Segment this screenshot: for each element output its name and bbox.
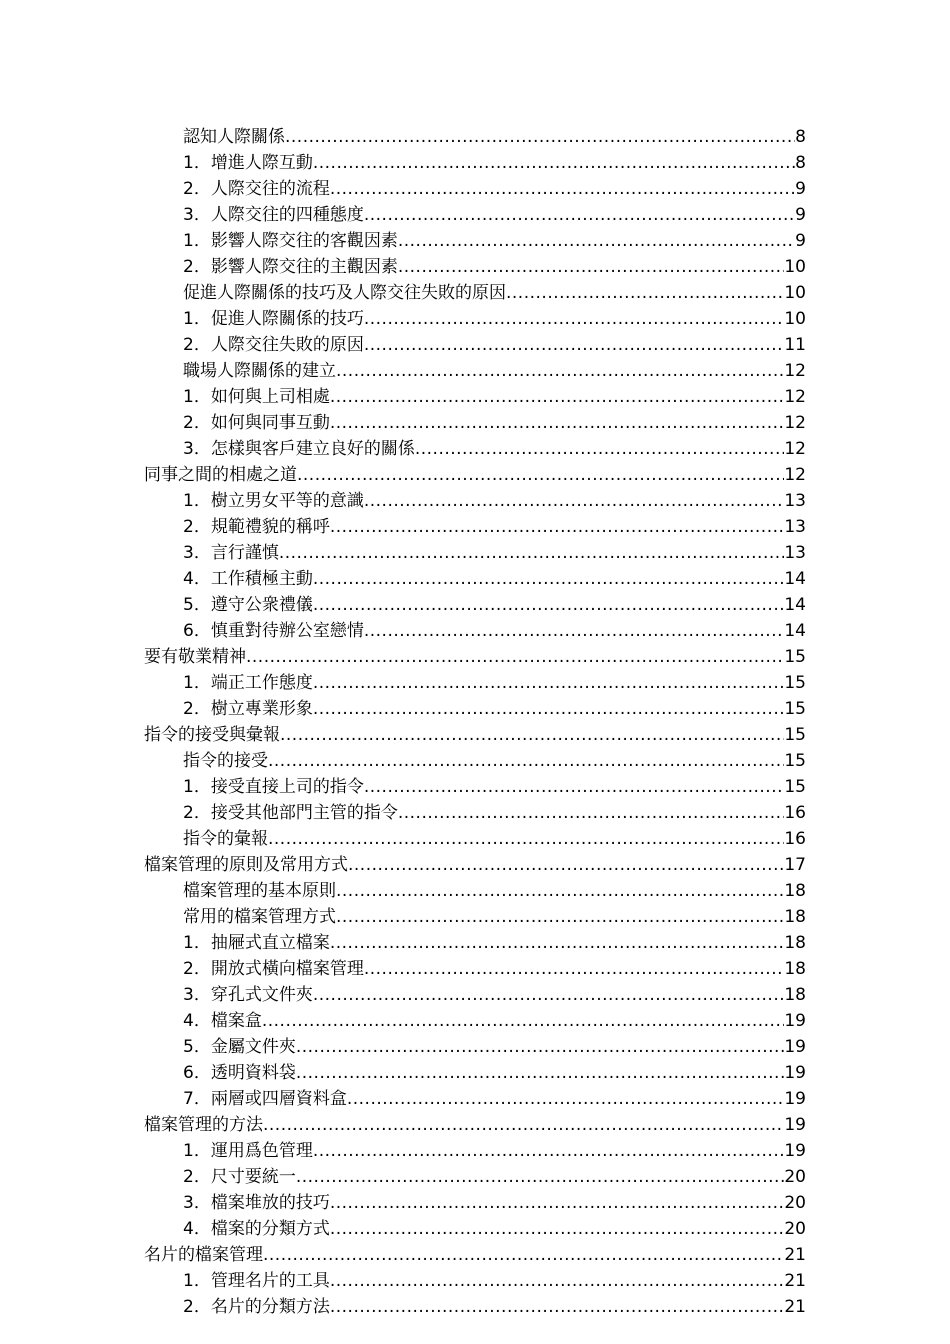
toc-entry[interactable] (0, 852, 806, 878)
toc-dot-leader (330, 410, 785, 436)
toc-entry-page-number: 11 (784, 335, 806, 355)
toc-entry-page-number: 12 (784, 387, 806, 407)
toc-entry-title: 要有敬業精神 (144, 647, 246, 667)
toc-entry[interactable] (0, 462, 806, 488)
toc-entry-title: 常用的檔案管理方式 (183, 907, 336, 927)
toc-dot-leader (313, 566, 785, 592)
toc-entry[interactable] (0, 124, 806, 150)
toc-entry[interactable] (0, 1242, 806, 1268)
toc-entry-page-number: 18 (784, 959, 806, 979)
toc-entry-page-number: 18 (784, 933, 806, 953)
toc-entry-page-number: 8 (795, 127, 806, 147)
toc-entry-title: 1．抽屜式直立檔案 (183, 933, 330, 953)
toc-dot-leader (506, 280, 784, 306)
toc-entry[interactable] (0, 1294, 806, 1320)
toc-entry-title: 2．名片的分類方法 (183, 1297, 330, 1317)
toc-entry[interactable] (0, 1060, 806, 1086)
toc-entry[interactable] (0, 228, 806, 254)
toc-dot-leader (330, 1190, 785, 1216)
toc-dot-leader (364, 332, 785, 358)
toc-entry[interactable] (0, 1216, 806, 1242)
toc-entry-page-number: 13 (784, 543, 806, 563)
toc-entry-page-number: 20 (784, 1219, 806, 1239)
toc-dot-leader (297, 462, 784, 488)
toc-dot-leader (296, 1034, 785, 1060)
toc-entry[interactable] (0, 982, 806, 1008)
toc-dot-leader (313, 670, 785, 696)
toc-entry[interactable] (0, 254, 806, 280)
toc-entry[interactable] (0, 410, 806, 436)
toc-entry[interactable] (0, 1190, 806, 1216)
toc-entry-title: 6．慎重對待辦公室戀情 (183, 621, 364, 641)
toc-entry-title: 1．促進人際關係的技巧 (183, 309, 364, 329)
toc-entry[interactable] (0, 176, 806, 202)
toc-dot-leader (348, 852, 784, 878)
toc-entry[interactable] (0, 1164, 806, 1190)
toc-entry-page-number: 10 (784, 283, 806, 303)
toc-entry[interactable] (0, 826, 806, 852)
toc-entry-title: 指令的彙報 (183, 829, 268, 849)
toc-entry-page-number: 13 (784, 491, 806, 511)
toc-entry-page-number: 18 (784, 907, 806, 927)
toc-dot-leader (296, 1060, 785, 1086)
toc-entry-title: 2．人際交往的流程 (183, 179, 330, 199)
toc-entry-title: 同事之間的相處之道 (144, 465, 297, 485)
toc-entry-page-number: 16 (784, 829, 806, 849)
toc-dot-leader (313, 150, 795, 176)
toc-entry[interactable] (0, 150, 806, 176)
toc-dot-leader (330, 176, 795, 202)
toc-dot-leader (364, 202, 795, 228)
toc-entry-title: 1．接受直接上司的指令 (183, 777, 364, 797)
toc-entry-page-number: 21 (784, 1297, 806, 1317)
toc-entry-title: 2．影響人際交往的主觀因素 (183, 257, 398, 277)
toc-dot-leader (364, 956, 785, 982)
toc-entry-title: 認知人際關係 (183, 127, 285, 147)
toc-entry-page-number: 9 (795, 231, 806, 251)
toc-dot-leader (336, 358, 784, 384)
toc-dot-leader (336, 878, 784, 904)
toc-dot-leader (398, 254, 785, 280)
toc-entry-title: 1．增進人際互動 (183, 153, 313, 173)
toc-entry-page-number: 12 (784, 413, 806, 433)
toc-entry-page-number: 12 (784, 465, 806, 485)
toc-dot-leader (336, 904, 784, 930)
toc-entry-page-number: 15 (784, 725, 806, 745)
toc-entry-title: 檔案管理的基本原則 (183, 881, 336, 901)
toc-entry-page-number: 19 (784, 1063, 806, 1083)
toc-entry-page-number: 14 (784, 595, 806, 615)
toc-entry-title: 4．檔案的分類方式 (183, 1219, 330, 1239)
table-of-contents (0, 124, 950, 1320)
toc-entry[interactable] (0, 878, 806, 904)
toc-dot-leader (415, 436, 785, 462)
toc-entry[interactable] (0, 332, 806, 358)
toc-dot-leader (364, 774, 785, 800)
toc-entry[interactable] (0, 566, 806, 592)
toc-entry[interactable] (0, 280, 806, 306)
toc-dot-leader (364, 306, 785, 332)
toc-entry[interactable] (0, 1138, 806, 1164)
toc-entry[interactable] (0, 436, 806, 462)
toc-entry-page-number: 12 (784, 361, 806, 381)
toc-entry-page-number: 15 (784, 647, 806, 667)
toc-dot-leader (398, 800, 785, 826)
toc-entry-title: 2．規範禮貌的稱呼 (183, 517, 330, 537)
toc-entry[interactable] (0, 202, 806, 228)
toc-entry-page-number: 19 (784, 1141, 806, 1161)
toc-entry-title: 2．尺寸要統一 (183, 1167, 296, 1187)
toc-dot-leader (263, 1242, 784, 1268)
toc-entry[interactable] (0, 800, 806, 826)
toc-entry[interactable] (0, 358, 806, 384)
toc-dot-leader (364, 488, 785, 514)
toc-entry-page-number: 19 (784, 1089, 806, 1109)
toc-entry[interactable] (0, 384, 806, 410)
toc-dot-leader (330, 1294, 785, 1320)
toc-entry-page-number: 16 (784, 803, 806, 823)
toc-dot-leader (279, 540, 785, 566)
toc-entry-title: 2．開放式橫向檔案管理 (183, 959, 364, 979)
toc-entry-title: 指令的接受 (183, 751, 268, 771)
toc-entry[interactable] (0, 592, 806, 618)
toc-entry[interactable] (0, 1008, 806, 1034)
toc-entry-page-number: 19 (784, 1011, 806, 1031)
toc-entry[interactable] (0, 956, 806, 982)
toc-entry-page-number: 20 (784, 1193, 806, 1213)
toc-entry-title: 1．運用爲色管理 (183, 1141, 313, 1161)
toc-entry-page-number: 15 (784, 699, 806, 719)
toc-entry-title: 1．端正工作態度 (183, 673, 313, 693)
toc-entry-title: 1．影響人際交往的客觀因素 (183, 231, 398, 251)
toc-dot-leader (268, 748, 784, 774)
toc-entry-title: 促進人際關係的技巧及人際交往失敗的原因 (183, 283, 506, 303)
toc-entry-page-number: 10 (784, 257, 806, 277)
toc-entry[interactable] (0, 514, 806, 540)
toc-entry[interactable] (0, 618, 806, 644)
toc-entry[interactable] (0, 540, 806, 566)
toc-entry-page-number: 9 (795, 179, 806, 199)
toc-entry-title: 3．言行謹慎 (183, 543, 279, 563)
toc-entry[interactable] (0, 722, 806, 748)
toc-entry[interactable] (0, 1086, 806, 1112)
toc-dot-leader (364, 618, 785, 644)
toc-dot-leader (330, 930, 785, 956)
toc-entry-page-number: 19 (784, 1115, 806, 1135)
toc-dot-leader (246, 644, 784, 670)
toc-dot-leader (268, 826, 784, 852)
toc-entry-title: 3．人際交往的四種態度 (183, 205, 364, 225)
toc-entry-title: 7．兩層或四層資料盒 (183, 1089, 347, 1109)
toc-entry[interactable] (0, 930, 806, 956)
toc-entry[interactable] (0, 748, 806, 774)
toc-entry-title: 2．接受其他部門主管的指令 (183, 803, 398, 823)
toc-entry-title: 4．工作積極主動 (183, 569, 313, 589)
toc-entry-title: 3．檔案堆放的技巧 (183, 1193, 330, 1213)
toc-entry-page-number: 15 (784, 673, 806, 693)
toc-entry[interactable] (0, 696, 806, 722)
toc-dot-leader (263, 1112, 784, 1138)
toc-entry-page-number: 8 (795, 153, 806, 173)
toc-dot-leader (296, 1164, 785, 1190)
toc-entry-title: 2．樹立專業形象 (183, 699, 313, 719)
toc-entry[interactable] (0, 904, 806, 930)
toc-entry-page-number: 21 (784, 1245, 806, 1265)
toc-entry[interactable] (0, 644, 806, 670)
toc-dot-leader (262, 1008, 785, 1034)
toc-entry-title: 指令的接受與彙報 (144, 725, 280, 745)
toc-dot-leader (398, 228, 795, 254)
toc-entry-title: 檔案管理的原則及常用方式 (144, 855, 348, 875)
toc-entry-page-number: 20 (784, 1167, 806, 1187)
toc-entry-title: 1．樹立男女平等的意識 (183, 491, 364, 511)
toc-entry-title: 1．如何與上司相處 (183, 387, 330, 407)
toc-entry-page-number: 15 (784, 751, 806, 771)
toc-entry-page-number: 18 (784, 985, 806, 1005)
toc-dot-leader (347, 1086, 785, 1112)
toc-entry[interactable] (0, 306, 806, 332)
toc-entry-page-number: 12 (784, 439, 806, 459)
toc-dot-leader (330, 514, 785, 540)
toc-entry[interactable] (0, 1034, 806, 1060)
toc-entry[interactable] (0, 488, 806, 514)
toc-entry-page-number: 13 (784, 517, 806, 537)
toc-entry-title: 檔案管理的方法 (144, 1115, 263, 1135)
toc-entry[interactable] (0, 1268, 806, 1294)
toc-entry-page-number: 9 (795, 205, 806, 225)
toc-dot-leader (313, 1138, 785, 1164)
toc-entry-page-number: 21 (784, 1271, 806, 1291)
toc-entry[interactable] (0, 670, 806, 696)
toc-entry-title: 1．管理名片的工具 (183, 1271, 330, 1291)
toc-entry-title: 2．人際交往失敗的原因 (183, 335, 364, 355)
toc-entry-title: 6．透明資料袋 (183, 1063, 296, 1083)
toc-entry-page-number: 15 (784, 777, 806, 797)
toc-entry-title: 職場人際關係的建立 (183, 361, 336, 381)
toc-entry-page-number: 19 (784, 1037, 806, 1057)
toc-entry-title: 4．檔案盒 (183, 1011, 262, 1031)
toc-entry-title: 3．穿孔式文件夾 (183, 985, 313, 1005)
toc-dot-leader (280, 722, 784, 748)
toc-dot-leader (285, 124, 795, 150)
toc-entry-title: 5．金屬文件夾 (183, 1037, 296, 1057)
toc-entry-page-number: 14 (784, 621, 806, 641)
toc-dot-leader (330, 384, 785, 410)
toc-entry[interactable] (0, 1112, 806, 1138)
toc-entry-page-number: 18 (784, 881, 806, 901)
toc-entry-page-number: 17 (784, 855, 806, 875)
toc-dot-leader (313, 982, 785, 1008)
toc-dot-leader (313, 696, 785, 722)
toc-entry-title: 5．遵守公衆禮儀 (183, 595, 313, 615)
toc-entry-title: 3．怎樣與客戶建立良好的關係 (183, 439, 415, 459)
toc-dot-leader (330, 1268, 785, 1294)
toc-entry[interactable] (0, 774, 806, 800)
toc-dot-leader (330, 1216, 785, 1242)
toc-entry-title: 名片的檔案管理 (144, 1245, 263, 1265)
toc-entry-page-number: 10 (784, 309, 806, 329)
toc-entry-page-number: 14 (784, 569, 806, 589)
toc-entry-title: 2．如何與同事互動 (183, 413, 330, 433)
toc-dot-leader (313, 592, 785, 618)
